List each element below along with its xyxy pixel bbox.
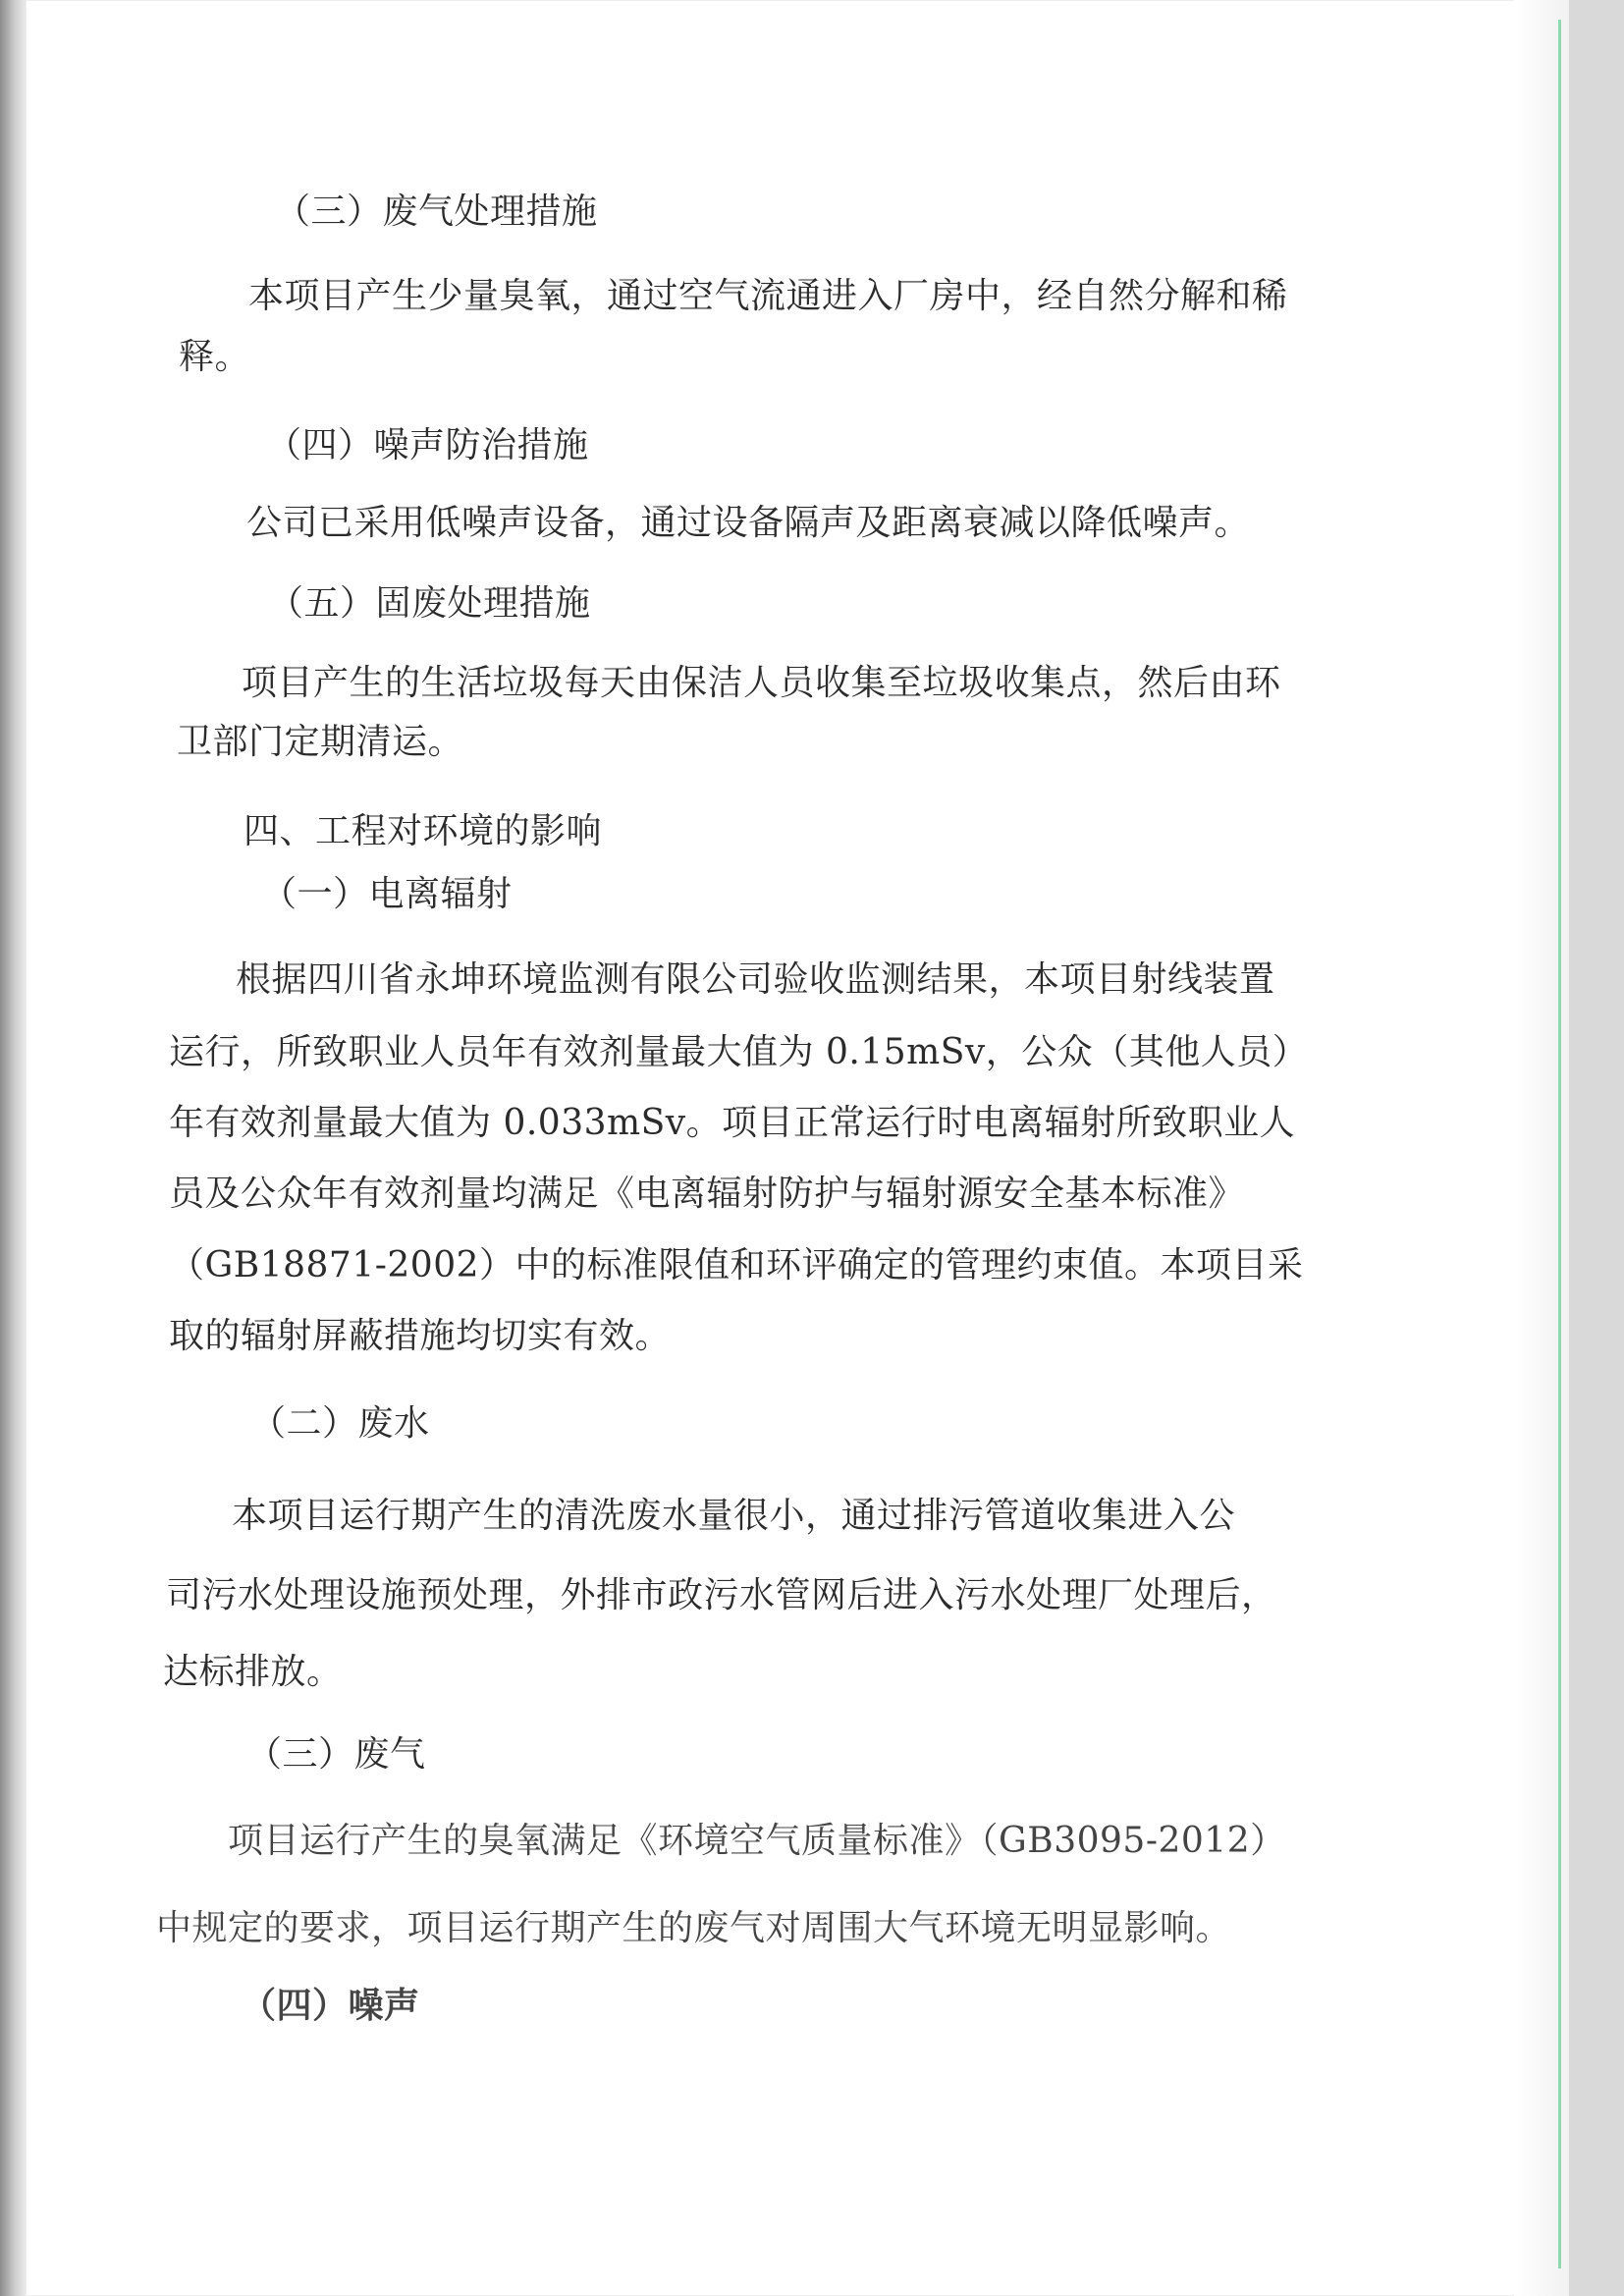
section-heading-noise: （四）噪声 (241, 1985, 420, 2026)
paragraph-line: 员及公众年有效剂量均满足《电离辐射防护与辐射源安全基本标准》 (169, 1174, 1245, 1214)
section-heading-exhaust: （三）废气 (246, 1734, 426, 1775)
paragraph-line: 项目运行产生的臭氧满足《环境空气质量标准》（GB3095-2012） (228, 1821, 1286, 1861)
document-page (26, 0, 1569, 2296)
section-heading-exhaust-measures: （三）废气处理措施 (275, 191, 598, 232)
scan-edge-line (1558, 20, 1561, 2269)
paragraph-line: 卫部门定期清运。 (177, 722, 464, 762)
section-heading-ionizing-radiation: （一）电离辐射 (261, 874, 513, 914)
section-heading-noise-measures: （四）噪声防治措施 (266, 425, 589, 465)
section-heading-wastewater: （二）废水 (250, 1403, 430, 1444)
chapter-heading-environmental-impact: 四、工程对环境的影响 (244, 811, 603, 851)
paragraph-line: 释。 (179, 337, 251, 377)
paragraph-line: 根据四川省永坤环境监测有限公司验收监测结果，本项目射线装置 (236, 959, 1275, 1000)
paragraph-line: 项目产生的生活垃圾每天由保洁人员收集至垃圾收集点，然后由环 (242, 663, 1281, 703)
paragraph-line: 本项目产生少量臭氧，通过空气流通进入厂房中，经自然分解和稀 (248, 276, 1288, 316)
paragraph-line: 公司已采用低噪声设备，通过设备隔声及距离衰减以降低噪声。 (246, 503, 1251, 543)
binder-shadow (0, 0, 26, 2296)
paragraph-line: 达标排放。 (163, 1652, 343, 1692)
paragraph-line: 司污水处理设施预处理，外排市政污水管网后进入污水处理厂处理后， (166, 1575, 1277, 1615)
paragraph-line: 中规定的要求，项目运行期产生的废气对周围大气环境无明显影响。 (156, 1908, 1232, 1948)
paragraph-line: 本项目运行期产生的清洗废水量很小，通过排污管道收集进入公 (232, 1496, 1236, 1536)
paragraph-line: （GB18871-2002）中的标准限值和环评确定的管理约束值。本项目采 (169, 1245, 1304, 1285)
paragraph-line: 年有效剂量最大值为 0.033mSv。项目正常运行时电离辐射所致职业人 (169, 1103, 1296, 1143)
paragraph-line: 取的辐射屏蔽措施均切实有效。 (169, 1316, 672, 1356)
paragraph-line: 运行，所致职业人员年有效剂量最大值为 0.15mSv，公众（其他人员） (169, 1032, 1309, 1072)
section-heading-solid-waste-measures: （五）固废处理措施 (268, 583, 591, 624)
